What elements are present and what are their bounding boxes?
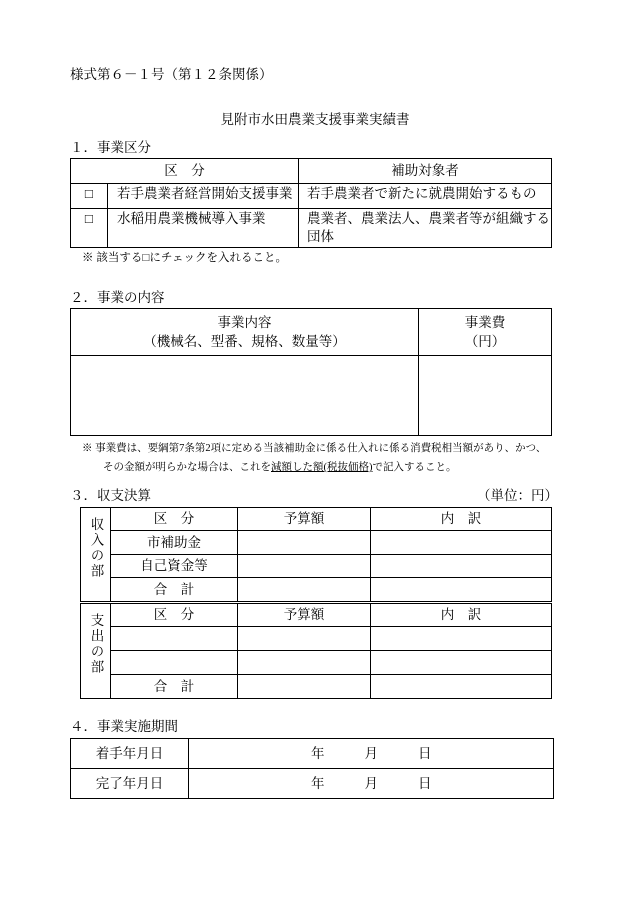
- expenditure-detail-cell[interactable]: [371, 627, 552, 651]
- expenditure-header-row: [81, 604, 552, 627]
- income-detail-cell[interactable]: [371, 555, 552, 578]
- expenditure-header-detail: 内 訳: [371, 604, 552, 627]
- income-row: [81, 555, 552, 578]
- section3-heading: ３．収支決算: [70, 488, 151, 503]
- income-detail-cell[interactable]: [371, 531, 552, 555]
- cost-note-underlined: 減額した額(税抜価格): [271, 462, 373, 473]
- expenditure-budget-cell[interactable]: [238, 627, 371, 651]
- end-date-cell[interactable]: [189, 769, 554, 799]
- start-date-label: 着手年月日: [71, 739, 189, 769]
- income-budget-cell[interactable]: [238, 531, 371, 555]
- income-label: 収入の部: [88, 517, 104, 579]
- checkbox-young-farmer-support[interactable]: □: [71, 184, 108, 209]
- category-table: [70, 158, 552, 248]
- section4-heading: ４．事業実施期間: [70, 719, 178, 734]
- category-row: [71, 184, 552, 209]
- expenditure-row: [81, 651, 552, 675]
- income-header-row: [81, 508, 552, 531]
- expenditure-category-cell[interactable]: [111, 651, 238, 675]
- expenditure-total-detail-cell[interactable]: [371, 675, 552, 699]
- period-row: [71, 769, 554, 799]
- income-total-label: 合 計: [111, 578, 238, 602]
- income-label-cell: [81, 508, 111, 602]
- income-row: [81, 531, 552, 555]
- month-unit: 月: [364, 775, 378, 791]
- expenditure-total-row: [81, 675, 552, 699]
- start-date-cell[interactable]: [189, 739, 554, 769]
- expenditure-label: 支出の部: [88, 613, 104, 675]
- expenditure-category-cell[interactable]: [111, 627, 238, 651]
- expenditure-detail-cell[interactable]: [371, 651, 552, 675]
- content-table: [70, 308, 552, 436]
- category-target-line: 団体: [307, 229, 334, 244]
- expenditure-table: [80, 603, 552, 699]
- period-table: [70, 738, 554, 799]
- expenditure-header-category: 区 分: [111, 604, 238, 627]
- form-number: 様式第６－１号（第１２条関係）: [70, 67, 273, 82]
- income-header-category: 区 分: [111, 508, 238, 531]
- cost-header-cell: [419, 309, 552, 356]
- expenditure-row: [81, 627, 552, 651]
- category-note: ※ 該当する□にチェックを入れること。: [82, 252, 287, 264]
- income-category: 市補助金: [111, 531, 238, 555]
- category-target: [299, 209, 552, 248]
- period-row: [71, 739, 554, 769]
- section1-heading: １．事業区分: [70, 140, 151, 155]
- year-unit: 年: [311, 775, 325, 791]
- income-table: [80, 507, 552, 602]
- category-header-category: 区 分: [71, 159, 299, 184]
- content-entry-row: [71, 356, 552, 436]
- expenditure-total-label: 合 計: [111, 675, 238, 699]
- checkbox-rice-machinery[interactable]: □: [71, 209, 108, 248]
- income-header-detail: 内 訳: [371, 508, 552, 531]
- category-row: [71, 209, 552, 248]
- category-header-row: [71, 159, 552, 184]
- cost-subheader: （円）: [464, 334, 506, 349]
- document-title: 見附市水田農業支援事業実績書: [220, 112, 410, 127]
- category-name: 若手農業者経営開始支援事業: [108, 184, 299, 209]
- expenditure-label-cell: [81, 604, 111, 699]
- income-total-detail-cell[interactable]: [371, 578, 552, 602]
- end-date-label: 完了年月日: [71, 769, 189, 799]
- category-header-target: 補助対象者: [299, 159, 552, 184]
- cost-note-line1: ※ 事業費は、要綱第7条第2項に定める当該補助金に係る仕入れに係る消費税相当額があり、かつ、: [82, 443, 547, 454]
- cost-note-line2-before: その金額が明らかな場合は、これを: [103, 462, 271, 473]
- category-target-line: 若手農業者で新たに就農開始するもの: [307, 186, 537, 201]
- cost-header: 事業費: [464, 315, 506, 330]
- month-unit: 月: [364, 745, 378, 761]
- day-unit: 日: [418, 775, 432, 791]
- income-header-budget: 予算額: [238, 508, 371, 531]
- content-header-cell: [71, 309, 419, 356]
- category-name: 水稲用農業機械導入事業: [108, 209, 299, 248]
- expenditure-header-budget: 予算額: [238, 604, 371, 627]
- year-unit: 年: [311, 745, 325, 761]
- day-unit: 日: [418, 745, 432, 761]
- expenditure-total-budget-cell[interactable]: [238, 675, 371, 699]
- income-total-row: [81, 578, 552, 602]
- category-target: [299, 184, 552, 209]
- section2-heading: ２．事業の内容: [70, 290, 165, 305]
- income-total-budget-cell[interactable]: [238, 578, 371, 602]
- content-entry-cell[interactable]: [71, 356, 419, 436]
- cost-note-line2-after: で記入すること。: [372, 462, 457, 473]
- income-budget-cell[interactable]: [238, 555, 371, 578]
- income-category: 自己資金等: [111, 555, 238, 578]
- category-target-line: 農業者、農業法人、農業者等が組織する: [307, 211, 550, 226]
- cost-note-line2: [103, 461, 457, 474]
- content-header: 事業内容: [217, 315, 272, 330]
- cost-entry-cell[interactable]: [419, 356, 552, 436]
- expenditure-budget-cell[interactable]: [238, 651, 371, 675]
- unit-label: （単位：円）: [477, 488, 558, 503]
- content-subheader: （機械名、型番、規格、数量等）: [143, 334, 346, 349]
- content-header-row: [71, 309, 552, 356]
